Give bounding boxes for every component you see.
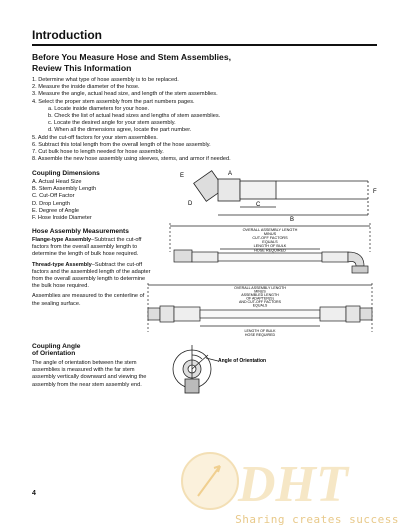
thread-fig-label-6: EQUALS (252, 303, 268, 308)
coupling-label-d: D (188, 201, 193, 207)
step-item: 4. Select the proper stem assembly from the part numbers pages. (32, 98, 195, 105)
measurements-heading: Hose Assembly Measurements (32, 228, 129, 235)
coupling-label-c: C (256, 202, 261, 208)
substep-item: b. Check the list of actual head sizes and lengths of stem assemblies. (48, 113, 221, 120)
coupling-item: A. Actual Head Size (32, 179, 82, 185)
flange-assembly-diagram (160, 222, 380, 277)
flange-fig-label-5: LENGTH OF BULK (253, 244, 287, 248)
orientation-diagram (168, 343, 278, 403)
coupling-item: F. Hose Inside Diameter (32, 215, 92, 222)
coupling-diagram (168, 165, 380, 225)
thread-paragraph (32, 262, 152, 291)
coupling-dimensions (32, 170, 162, 222)
step-item: 6. Subtract this total length from the overall length of the hose assembly. (32, 141, 211, 148)
step-item: 3. Measure the angle, actual head size, and length of the stem assemblies. (32, 91, 218, 98)
thread-fig-label-7: LENGTH OF BULK (244, 329, 276, 333)
coupling-item: B. Stem Assembly Length (32, 186, 97, 193)
page-title: Introduction (32, 28, 102, 42)
thread-fig-label-3: ASSEMBLED LENGTH (241, 293, 279, 297)
flange-fig-label-2: MINUS (263, 232, 277, 236)
section-heading-line2: Review This Information (32, 63, 132, 73)
coupling-item: D. Drop Length (32, 200, 70, 207)
page-number: 4 (32, 490, 36, 497)
substep-item: d. When all the dimensions agree, locate the part number. (48, 127, 192, 134)
measure-note: Assemblies are measured to the centerline of the sealing surface. (32, 293, 145, 307)
substep-item: a. Locate inside diameters for your hose. (48, 105, 150, 112)
thread-fig-label-2: MINUS (254, 289, 266, 294)
steps-list (32, 77, 372, 163)
orientation-section (32, 343, 152, 389)
hose-measurements (32, 228, 152, 308)
flange-fig-label-4: EQUALS (262, 240, 278, 244)
thread-fig-label-5: AND CUT-OFF FACTORS (238, 300, 282, 304)
coupling-item: C. Cut-Off Factor (32, 193, 75, 200)
orientation-fig-label: Angle of Orientation (218, 358, 267, 364)
thread-text: –Subtract the cut-off factors and the assembled length of the adapter from the overall assembly length to determine the bulk hose required. (32, 261, 151, 290)
step-item: 7. Cut bulk hose to length needed for hose assembly. (32, 149, 164, 156)
title-rule (32, 44, 377, 46)
watermark-logo-icon (180, 448, 240, 514)
section-heading-line1: Before You Measure Hose and Stem Assemblies, (32, 52, 231, 62)
watermark-text: DHT (238, 456, 348, 513)
step-item: 1. Determine what type of hose assembly is to be replaced. (32, 77, 179, 83)
step-item: 5. Add the cut-off factors for your stem assemblies. (32, 134, 158, 141)
coupling-label-e: E (180, 173, 185, 179)
section-heading (32, 52, 332, 74)
coupling-list (32, 179, 162, 222)
flange-paragraph (32, 237, 152, 259)
flange-fig-label-1: OVERALL ASSEMBLY LENGTH (242, 228, 298, 232)
coupling-item: E. Degree of Angle (32, 207, 79, 214)
flange-text: –Subtract the cut-off factors from the overall assembly length to determine the length of bulk hose required. (32, 237, 142, 258)
flange-fig-label-6: HOSE REQUIRED (254, 248, 286, 253)
substep-item: c. Locate the desired angle for your stem assembly. (48, 120, 176, 127)
coupling-label-a: A (228, 171, 233, 177)
watermark-tagline: Sharing creates success (235, 513, 399, 526)
orientation-heading-line2: of Orientation (32, 350, 76, 357)
coupling-label-f: F (373, 189, 377, 195)
thread-fig-label-1: OVERALL ASSEMBLY LENGTH (234, 286, 286, 290)
step-item: 2. Measure the inside diameter of the hose. (32, 84, 140, 91)
thread-fig-label-8: HOSE REQUIRED (244, 333, 276, 337)
coupling-label-b: B (290, 217, 295, 223)
flange-title: Flange-type Assembly (32, 237, 92, 243)
orientation-text: The angle of orientation between the stem assemblies is measured with the far stem assembly vertically downward and viewing the assembly from the near stem assembly end. (32, 360, 147, 388)
thread-title: Thread-type Assembly (32, 261, 92, 268)
thread-assembly-diagram (140, 282, 380, 342)
step-item: 8. Assemble the new hose assembly using sleeves, stems, and armor if needed. (32, 156, 231, 163)
orientation-heading-line1: Coupling Angle (32, 343, 81, 350)
coupling-heading: Coupling Dimensions (32, 170, 100, 177)
thread-fig-label-4: OF ADAPTER(S) (246, 296, 274, 301)
flange-fig-label-3: CUT-OFF FACTORS (252, 236, 288, 240)
